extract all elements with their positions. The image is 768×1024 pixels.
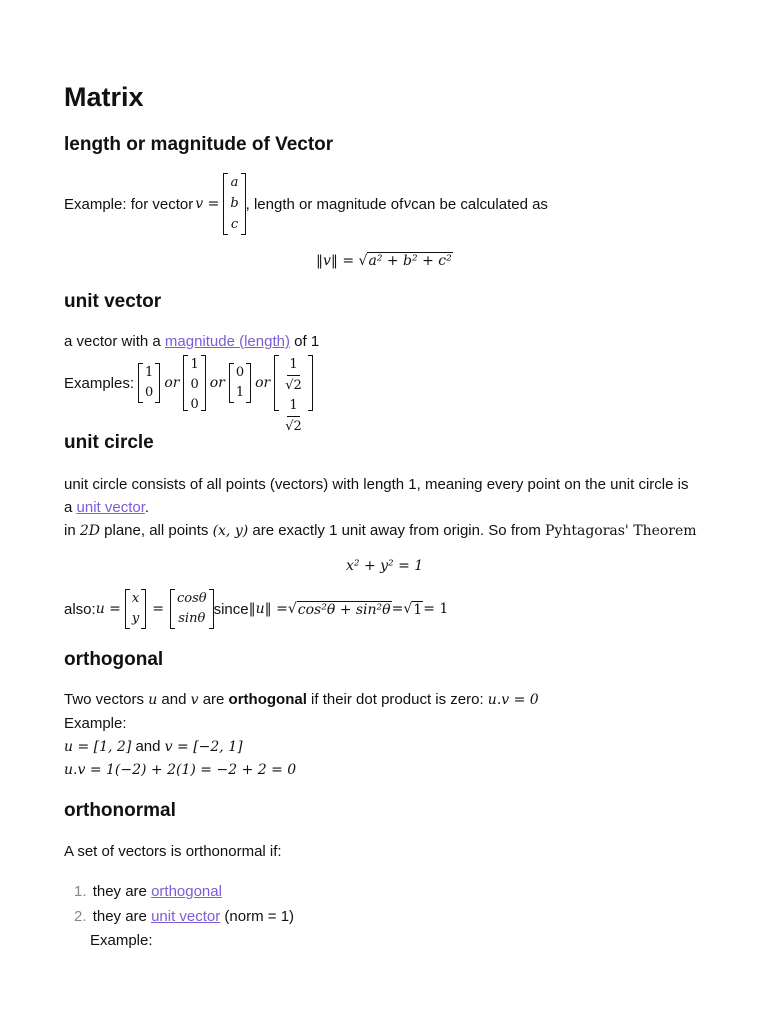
vector-a: a [230,175,239,191]
math-eq: = [152,601,164,617]
unit-vector-def-suffix: of 1 [289,333,320,350]
math-eq: = [391,601,404,617]
orthogonal-example-label: Example: [64,715,127,732]
vec-sin: sinθ [178,611,206,626]
para-text: are [198,691,229,708]
orthonormal-list-item-2 [74,908,294,925]
math-dot-zero: u.v = 0 [487,692,539,708]
fraction-1-sqrt2: $\frac{1}{√2}$ [285,398,302,434]
math-sqrt-1: 1 [413,601,423,618]
length-example-prefix: Example: for vector [64,195,194,213]
math-u-vec: u = [1, 2] [64,739,132,755]
vec-cos: cosθ [176,591,207,606]
para-text: plane, all points [99,522,213,539]
examples-label: Examples: [64,374,135,392]
length-formula: ‖v‖ = √a² + b² + c² [316,253,452,269]
math-v-vec: v = [−2, 1] [164,739,243,755]
vec-x: x [131,591,140,606]
vector-0-1 [229,363,251,403]
heading-orthogonal: orthogonal [64,649,164,670]
length-formula-lhs: ‖v‖ = [316,253,359,269]
unit-circle-para-line3 [64,522,697,539]
orthogonal-example-vectors [64,738,243,755]
unit-vector-def-prefix: a vector with a [64,333,165,350]
vector-b: b [230,195,239,211]
orthogonal-definition [64,691,539,708]
para-text: Two vectors [64,691,149,708]
orthonormal-example-label: Example: [90,932,153,949]
vec1-item: 1 [145,365,154,380]
para-text: if their dot product is zero: [306,691,488,708]
unit-vector-definition [64,333,319,350]
vec3-item: 1 [235,385,245,400]
bold-orthogonal: orthogonal [228,691,307,708]
heading-orthonormal: orthonormal [64,800,176,821]
math-u: u [148,692,158,708]
length-example-suffix: can be calculated as [411,195,548,213]
math-xy: (x, y) [212,523,249,539]
heading-unit-circle: unit circle [64,432,154,453]
length-example-mid: , length or magnitude of [245,195,404,213]
orthonormal-list-item-1 [74,883,222,900]
heading-length: length or magnitude of Vector [64,134,334,155]
since-text: since [213,600,249,618]
vector-1-0-0 [183,355,205,411]
vec1-item: 0 [145,385,154,400]
list-number: 2. [74,908,87,925]
unit-circle-para-line2 [64,499,149,516]
length-formula-sqrt: a² + b² + c² [368,253,452,269]
page-title: Matrix [64,82,144,112]
or-text: or [255,375,271,391]
fraction-1-sqrt2: $\frac{1}{√2}$ [285,357,302,393]
vec-y: y [131,611,140,626]
vector-c: c [230,216,239,232]
list-number: 1. [74,883,87,900]
orthogonal-link[interactable]: orthogonal [151,883,222,900]
math-v: v [190,692,199,708]
length-example [64,172,548,236]
orthogonal-example-dot: u.v = 1(−2) + 2(1) = −2 + 2 = 0 [64,762,297,778]
math-sqrt-trig: cos²θ + sin²θ [297,601,391,618]
math-eq-1: = 1 [423,601,449,617]
unit-circle-also: also: u = x y = cosθ sinθ since ‖u‖ = √ cos²θ + sin²θ = √ 1 = 1 [64,588,448,630]
orthonormal-intro: A set of vectors is orthonormal if: [64,843,282,860]
or-text: or [164,375,180,391]
math-2d: 2D [79,523,100,539]
unit-circle-equation: x² + y² = 1 [346,558,424,574]
para-text: are exactly 1 unit away from origin. So from [248,522,545,539]
vec2-item: 1 [190,357,199,372]
vec3-item: 0 [235,365,245,380]
vector-abc [223,173,245,235]
list-text: they are [92,883,152,900]
vector-trig [170,589,214,629]
magnitude-length-link[interactable]: magnitude (length) [164,333,290,350]
math-u-eq: u = [95,601,121,617]
list-text: they are [92,908,152,925]
length-example-var: v = [195,196,220,212]
unit-vector-examples [64,355,313,434]
vector-1-0 [138,363,160,403]
math-norm-u: ‖u‖ = [248,601,288,617]
unit-vector-link[interactable]: unit vector [151,908,221,925]
also-label: also: [64,600,96,618]
list-text: (norm = 1) [220,908,295,925]
theorem-name: Pyhtagoras' Theorem [545,523,697,539]
para-text: . [144,499,150,516]
para-text: and [157,691,191,708]
heading-unit-vector: unit vector [64,291,162,312]
vector-frac [274,355,313,434]
unit-circle-para-line1: unit circle consists of all points (vectors) with length 1, meaning every point on the unit circle is [64,476,689,493]
vec2-item: 0 [190,377,199,392]
vector-xy [125,589,146,629]
vec2-item: 0 [190,397,199,412]
unit-vector-link[interactable]: unit vector [76,499,145,516]
or-text: or [209,375,225,391]
length-example-var2: v [403,196,412,212]
para-text: and [131,738,165,755]
para-text: a [64,499,77,516]
para-text: in [64,522,80,539]
